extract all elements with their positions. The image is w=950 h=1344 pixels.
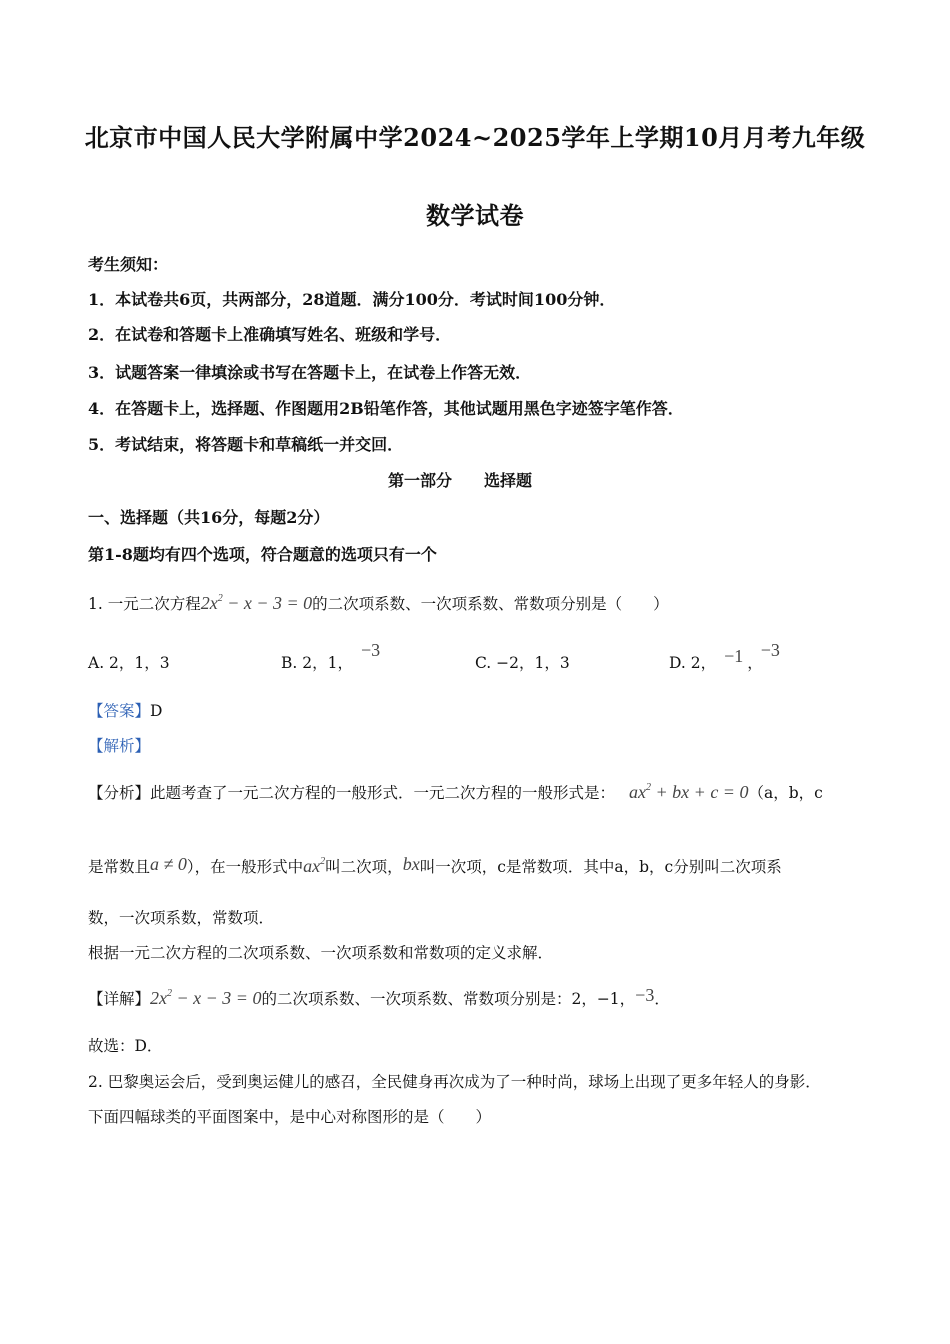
page-subtitle: 数学试卷 <box>426 201 524 230</box>
q1-answer <box>88 699 162 721</box>
q1-prefix: 1. 一元二次方程 <box>88 595 201 613</box>
q1-option-d: D. 2， −1 ，−3 <box>669 640 780 672</box>
fenxi-line-2: 是常数且a ≠ 0），在一般形式中$ax^2$叫二次项，bx叫一次项，c是常数项．其中a，b，c分别叫二次项系 <box>88 854 782 876</box>
analysis-label: 【解析】 <box>88 737 151 755</box>
q1-option-c: C. −2，1，3 <box>475 654 570 672</box>
q1-option-b: B. 2，1，−3 <box>281 640 381 672</box>
q1-equation: $2x^2 - x - 3 = 0$ <box>200 593 313 613</box>
fenxi-line-3: 数，一次项系数，常数项． <box>88 909 275 927</box>
q1-suffix: 的二次项系数、一次项系数、常数项分别是（ ） <box>312 595 669 613</box>
notice-item-2: 2．在试卷和答题卡上准确填写姓名、班级和学号． <box>88 325 452 344</box>
notice-heading: 考生须知： <box>88 255 169 274</box>
notice-item-3: 3．试题答案一律填涂或书写在答题卡上，在试卷上作答无效． <box>88 363 532 382</box>
answer-value: D <box>150 702 163 720</box>
detail-line: 【详解】$2x^2 - x - 3 = 0$的二次项系数、一次项系数、常数项分别是：2，−1，−3． <box>88 985 670 1008</box>
q1-choose: 故选：D． <box>88 1037 163 1055</box>
section-heading: 一、选择题（共16分，每题2分） <box>88 508 330 527</box>
q2-line-1: 2. 巴黎奥运会后，受到奥运健儿的感召，全民健身再次成为了一种时尚，球场上出现了更多年轻人的身影． <box>88 1073 821 1091</box>
q1-option-a: A. 2，1，3 <box>88 654 170 672</box>
part-title: 第一部分 选择题 <box>388 471 533 490</box>
notice-item-4: 4．在答题卡上，选择题、作图题用2B铅笔作答，其他试题用黑色字迹签字笔作答． <box>88 399 684 418</box>
q1-stem <box>88 592 669 614</box>
notice-item-1: 1．本试卷共6页，共两部分，28道题．满分100分．考试时间100分钟． <box>88 290 616 309</box>
page-title: 北京市中国人民大学附属中学2024~2025学年上学期10月月考九年级 <box>84 123 866 152</box>
fenxi-line-4: 根据一元二次方程的二次项系数、一次项系数和常数项的定义求解． <box>88 944 554 962</box>
q2-line-2: 下面四幅球类的平面图案中，是中心对称图形的是（ ） <box>88 1108 492 1126</box>
section-subheading: 第1-8题均有四个选项，符合题意的选项只有一个 <box>88 545 437 564</box>
answer-label: 【答案】 <box>88 702 151 720</box>
fenxi-line-1: 【分析】此题考查了一元二次方程的一般形式．一元二次方程的一般形式是： $ax^2$ + bx + c = 0（a，b，c <box>88 782 823 802</box>
notice-item-5: 5．考试结束，将答题卡和草稿纸一并交回． <box>88 435 404 454</box>
